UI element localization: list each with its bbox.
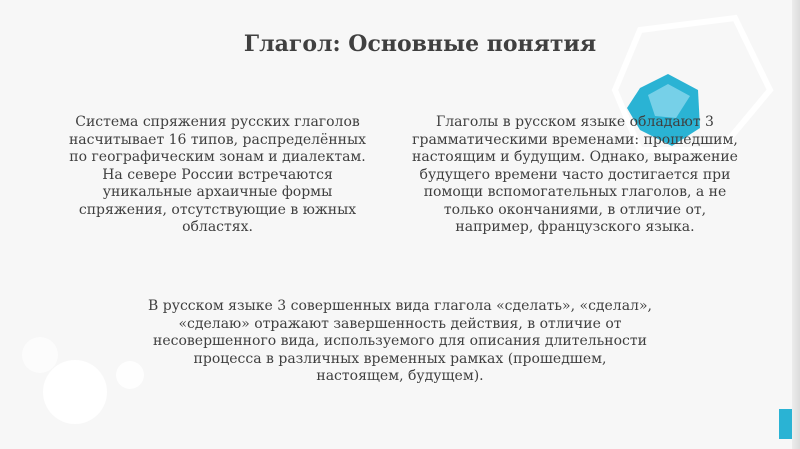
- circle-decoration-faint: [22, 337, 58, 373]
- right-edge-bar: [792, 0, 800, 449]
- text-line: Система спряжения русских глаголов: [75, 114, 360, 130]
- circle-decoration-large: [43, 360, 107, 424]
- text-line: уникальные архаичные формы: [102, 184, 333, 200]
- text-line: только окончаниями, в отличие от,: [443, 201, 707, 218]
- bottom-paragraph: [130, 298, 670, 386]
- text-line: по географическим зонам и диалектам.: [69, 149, 366, 165]
- text-line: будущего времени часто достигается при: [419, 166, 731, 183]
- left-paragraph: [50, 114, 385, 237]
- slide-title: Глагол: Основные понятия: [243, 31, 597, 57]
- text-line: процесса в различных временных рамках (прошедшем,: [193, 350, 607, 367]
- text-line: На севере России встречаются: [102, 166, 333, 183]
- right-paragraph: [395, 114, 755, 237]
- accent-bar: [779, 409, 792, 439]
- text-line: несовершенного вида, используемого для описания длительности: [153, 333, 647, 349]
- text-line: грамматическими временами: прошедшим,: [412, 131, 738, 148]
- text-line: например, французского языка.: [455, 219, 695, 235]
- text-line: Глаголы в русском языке обладают 3: [436, 114, 714, 130]
- text-line: «сделаю» отражают завершенность действия, в отличие от: [178, 315, 622, 332]
- text-line: настоящем, будущем).: [316, 368, 484, 384]
- text-line: спряжения, отсутствующие в южных: [78, 201, 357, 218]
- text-line: В русском языке 3 совершенных вида глагола «сделать», «сделал»,: [148, 298, 652, 314]
- text-line: областях.: [182, 219, 253, 235]
- text-line: настоящим и будущим. Однако, выражение: [412, 149, 738, 165]
- text-line: помощи вспомогательных глаголов, а не: [423, 184, 727, 200]
- text-line: насчитывает 16 типов, распределённых: [68, 131, 367, 148]
